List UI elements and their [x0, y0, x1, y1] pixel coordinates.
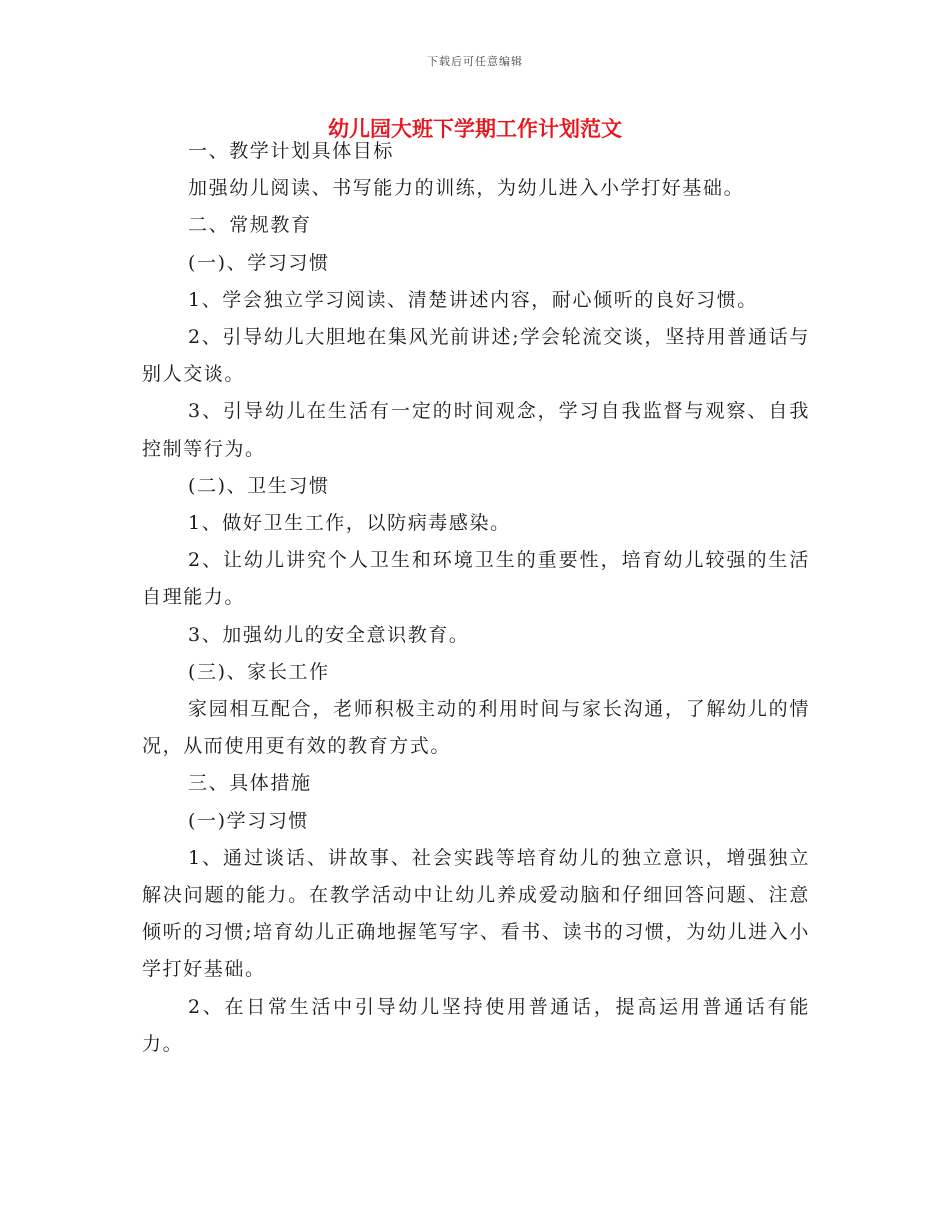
list-item: 1、学会独立学习阅读、清楚讲述内容，耐心倾听的良好习惯。 — [188, 288, 758, 311]
document-title: 幼儿园大班下学期工作计划范文 — [328, 116, 622, 141]
list-item: 2、引导幼儿大胆地在集风光前讲述;学会轮流交谈，坚持用普通话与别人交谈。 — [142, 326, 810, 386]
subheading-parent-work: (三)、家长工作 — [188, 660, 330, 683]
subheading-study-habits-measures: (一)学习习惯 — [188, 809, 310, 832]
heading-routine-education: 二、常规教育 — [188, 214, 312, 237]
list-item: 3、引导幼儿在生活有一定的时间观念，学习自我监督与观察、自我控制等行为。 — [142, 400, 810, 460]
page-header-note: 下载后可任意编辑 — [427, 55, 523, 68]
list-item: 3、加强幼儿的安全意识教育。 — [188, 623, 470, 646]
subheading-hygiene-habits: (二)、卫生习惯 — [188, 474, 330, 497]
list-item: 1、做好卫生工作，以防病毒感染。 — [188, 512, 511, 535]
paragraph: 家园相互配合，老师积极主动的利用时间与家长沟通，了解幼儿的情况，从而使用更有效的教育方式。 — [142, 698, 810, 758]
heading-specific-measures: 三、具体措施 — [188, 772, 312, 795]
document-body — [142, 133, 810, 1063]
paragraph: 加强幼儿阅读、书写能力的训练，为幼儿进入小学打好基础。 — [188, 177, 745, 200]
list-item: 1、通过谈话、讲故事、社会实践等培育幼儿的独立意识，增强独立解决问题的能力。在教学活动中让幼儿养成爱动脑和仔细回答问题、注意倾听的习惯;培育幼儿正确地握笔写字、看书、读书的习惯，为幼儿进入小学打好基础。 — [142, 846, 810, 981]
list-item: 2、在日常生活中引导幼儿坚持使用普通话，提高运用普通话有能力。 — [142, 995, 810, 1055]
heading-teaching-goals: 一、教学计划具体目标 — [188, 140, 395, 162]
list-item: 2、让幼儿讲究个人卫生和环境卫生的重要性，培育幼儿较强的生活自理能力。 — [142, 549, 810, 609]
subheading-study-habits: (一)、学习习惯 — [188, 251, 330, 274]
